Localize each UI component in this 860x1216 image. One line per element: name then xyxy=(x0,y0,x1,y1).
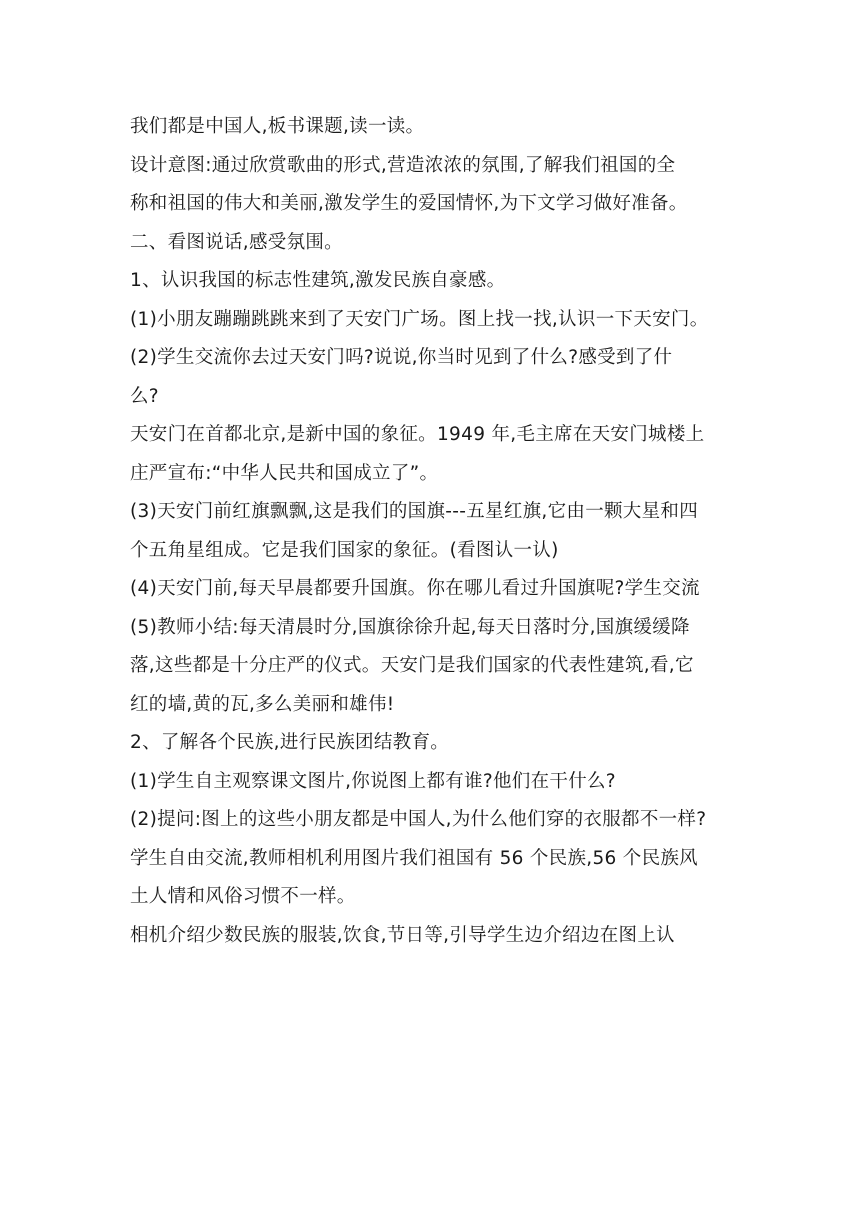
text-line: 我们都是中国人,板书课题,读一读。 xyxy=(130,116,425,137)
text-line: (2)提问:图上的这些小朋友都是中国人,为什么他们穿的衣服都不一样? xyxy=(130,809,707,830)
document-body xyxy=(130,108,742,955)
text-line: 学生自由交流,教师相机利用图片我们祖国有 56 个民族,56 个民族风 xyxy=(130,847,698,869)
subsection-heading: 1、认识我国的标志性建筑,激发民族自豪感。 xyxy=(130,270,506,291)
text-line: 天安门在首都北京,是新中国的象征。1949 年,毛主席在天安门城楼上 xyxy=(130,424,705,445)
text-line: (1)小朋友蹦蹦跳跳来到了天安门广场。图上找一找,认识一下天安门。 xyxy=(130,308,709,330)
text-line: 相机介绍少数民族的服装,饮食,节日等,引导学生边介绍边在图上认 xyxy=(130,924,675,946)
text-line: 个五角星组成。它是我们国家的象征。(看图认一认) xyxy=(130,539,559,561)
subsection-heading: 2、了解各个民族,进行民族团结教育。 xyxy=(130,732,450,753)
text-line: (3)天安门前红旗飘飘,这是我们的国旗---五星红旗,它由一颗大星和四 xyxy=(130,501,698,522)
text-line: 土人情和风俗习惯不一样。 xyxy=(130,886,356,907)
text-line: (2)学生交流你去过天安门吗?说说,你当时见到了什么?感受到了什 xyxy=(130,347,673,368)
text-line: 落,这些都是十分庄严的仪式。天安门是我们国家的代表性建筑,看,它 xyxy=(130,655,694,676)
text-line: 设计意图:通过欣赏歌曲的形式,营造浓浓的氛围,了解我们祖国的全 xyxy=(130,154,676,176)
text-line: 么? xyxy=(130,385,159,407)
text-line: (4)天安门前,每天早晨都要升国旗。你在哪儿看过升国旗呢?学生交流 xyxy=(130,578,700,599)
text-line: (5)教师小结:每天清晨时分,国旗徐徐升起,每天日落时分,国旗缓缓降 xyxy=(130,616,690,638)
text-line: 红的墙,黄的瓦,多么美丽和雄伟! xyxy=(130,693,395,715)
text-line: 称和祖国的伟大和美丽,激发学生的爱国情怀,为下文学习做好准备。 xyxy=(130,193,688,214)
section-heading: 二、看图说话,感受氛围。 xyxy=(130,231,343,253)
text-line: (1)学生自主观察课文图片,你说图上都有谁?他们在干什么? xyxy=(130,770,616,792)
text-line: 庄严宣布:“中华人民共和国成立了”。 xyxy=(130,462,439,484)
